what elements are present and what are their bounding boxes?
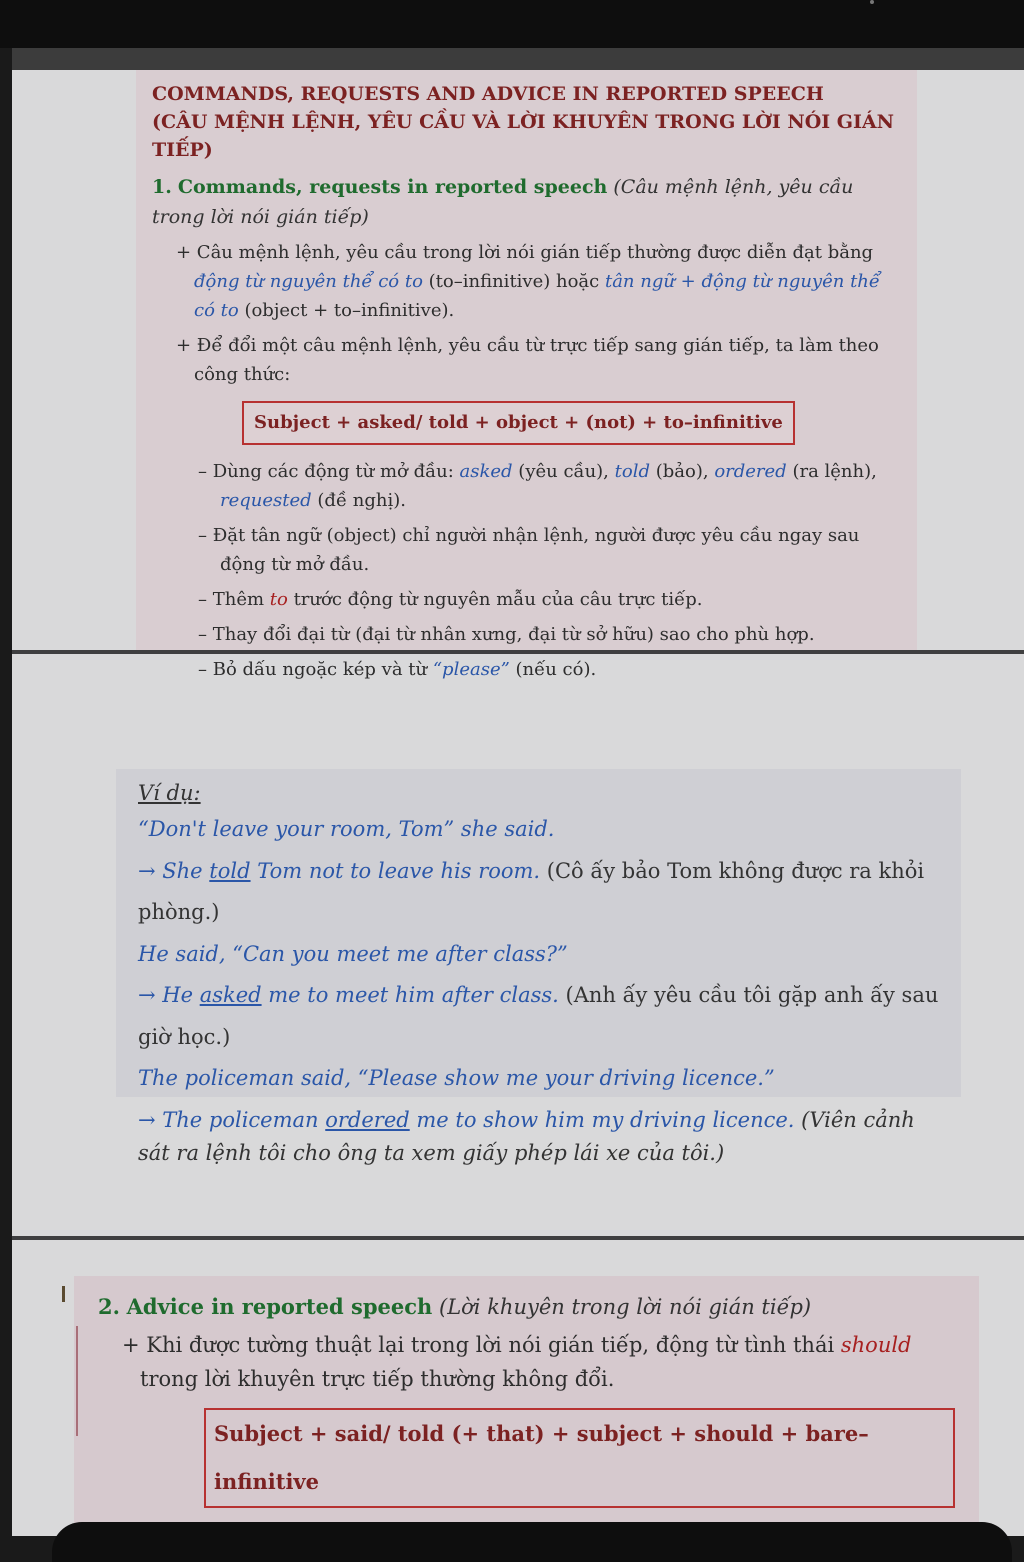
bullet-2: + Để đổi một câu mệnh lệnh, yêu cầu từ trực tiếp sang gián tiếp, ta làm theo công thức: xyxy=(176,335,879,385)
example-1-reported xyxy=(138,851,939,934)
page-divider-1 xyxy=(12,650,1024,654)
dash3-b: trước động từ nguyên mẫu của câu trực tiếp. xyxy=(287,589,703,610)
dash5-please: “please” xyxy=(432,659,510,680)
dash1-ordered: ordered xyxy=(714,461,787,482)
heading2-number: 2. xyxy=(98,1294,120,1319)
bottom-sheet-edge xyxy=(52,1522,1012,1562)
dash3-a: – Thêm xyxy=(198,589,270,610)
example-2-reported xyxy=(138,975,939,1058)
dash5-b: (nếu có). xyxy=(509,659,597,680)
dash5-a: – Bỏ dấu ngoặc kép và từ xyxy=(198,659,433,680)
dash1-a: – Dùng các động từ mở đầu: xyxy=(198,461,460,482)
example-3-direct: The policeman said, “Please show me your driving licence.” xyxy=(138,1066,775,1090)
left-border-line xyxy=(76,1326,78,1436)
dash1-requested: requested xyxy=(220,490,312,511)
dash1-e: (đề nghị). xyxy=(311,490,406,511)
dash3-to: to xyxy=(269,589,288,610)
formula-box-2: Subject + said/ told (+ that) + subject + should + bare–infinitive xyxy=(204,1408,955,1508)
page-divider-2 xyxy=(12,1236,1024,1240)
bullet1-text-e: (object + to–infinitive). xyxy=(238,300,455,321)
dash-5 xyxy=(198,655,901,684)
heading-number: 1. xyxy=(152,176,172,198)
dash1-c: (bảo), xyxy=(650,461,715,482)
bullet1-text-b: động từ nguyên thể có to xyxy=(194,271,423,292)
section2-heading xyxy=(98,1292,955,1322)
heading2-en: Advice in reported speech xyxy=(126,1294,433,1319)
bullet1-text-c: (to–infinitive) hoặc xyxy=(422,271,605,292)
status-dot-icon xyxy=(870,0,874,4)
dash1-b: (yêu cầu), xyxy=(512,461,615,482)
margin-mark-icon xyxy=(62,1286,65,1302)
ex1-arrow: → She xyxy=(138,858,210,883)
ex3-vi: (Viên cảnh sát ra lệnh tôi cho ông ta xem giấy phép lái xe của tôi.) xyxy=(138,1107,915,1165)
example-3-reported xyxy=(138,1104,939,1170)
dash-1 xyxy=(198,457,901,515)
example-1-direct: “Don't leave your room, Tom” she said. xyxy=(138,817,555,841)
ex2-arrow: → He xyxy=(138,983,200,1007)
heading-en: Commands, requests in reported speech xyxy=(177,176,608,198)
s2-bullet-b: trong lời khuyên trực tiếp thường không đổi. xyxy=(140,1367,615,1391)
section1-heading xyxy=(152,172,901,232)
heading2-vi: (Lời khuyên trong lời nói gián tiếp) xyxy=(439,1295,812,1319)
title-line-2: (CÂU MỆNH LỆNH, YÊU CẦU VÀ LỜI KHUYÊN TRONG LỜI NÓI GIÁN TIẾP) xyxy=(152,111,894,161)
dash-2: – Đặt tân ngữ (object) chỉ người nhận lệnh, người được yêu cầu ngay sau động từ mở đầu. xyxy=(198,525,860,575)
dash1-told: told xyxy=(614,461,650,482)
ex1-vi: (Cô ấy bảo Tom không được ra khỏi phòng.) xyxy=(138,858,925,924)
s2-bullet-a: + Khi được tường thuật lại trong lời nói gián tiếp, động từ tình thái xyxy=(122,1333,841,1357)
top-band xyxy=(12,48,1024,70)
dash1-asked: asked xyxy=(459,461,513,482)
section1-card xyxy=(136,70,917,680)
dash-3 xyxy=(198,585,901,614)
bullet1-text-d: tân ngữ + động từ nguyên thể có to xyxy=(194,271,880,321)
formula-box-1: Subject + asked/ told + object + (not) + to–infinitive xyxy=(242,401,795,445)
status-bar xyxy=(0,0,1024,48)
ex2-vi: (Anh ấy yêu cầu tôi gặp anh ấy sau giờ học.) xyxy=(138,983,939,1049)
ex1-rest: Tom not to leave his room. xyxy=(250,858,547,883)
dash-4: – Thay đổi đại từ (đại từ nhân xưng, đại từ sở hữu) sao cho phù hợp. xyxy=(198,624,815,645)
ex3-rest: me to show him my driving licence. xyxy=(409,1107,802,1132)
examples-card xyxy=(116,769,961,1165)
title-line-1: COMMANDS, REQUESTS AND ADVICE IN REPORTED SPEECH xyxy=(152,83,824,105)
dash1-d: (ra lệnh), xyxy=(786,461,877,482)
main-title xyxy=(152,80,901,164)
example-label: Ví dụ: xyxy=(138,781,201,805)
bullet1-text-a: + Câu mệnh lệnh, yêu cầu trong lời nói gián tiếp thường được diễn đạt bằng xyxy=(176,242,874,263)
ex2-rest: me to meet him after class. xyxy=(261,983,566,1007)
heading-vi: (Câu mệnh lệnh, yêu cầu trong lời nói gián tiếp) xyxy=(152,176,854,228)
example-2-direct: He said, “Can you meet me after class?” xyxy=(138,941,568,966)
section2-bullet xyxy=(122,1328,955,1396)
section2-card xyxy=(74,1276,979,1536)
image-viewer xyxy=(12,48,1024,1536)
ex1-verb: told xyxy=(209,858,251,883)
s2-bullet-should: should xyxy=(840,1333,912,1357)
bullet-1 xyxy=(176,238,901,325)
ex3-arrow: → The policeman xyxy=(138,1107,326,1132)
ex2-verb: asked xyxy=(199,983,262,1007)
ex3-verb: ordered xyxy=(325,1107,410,1132)
